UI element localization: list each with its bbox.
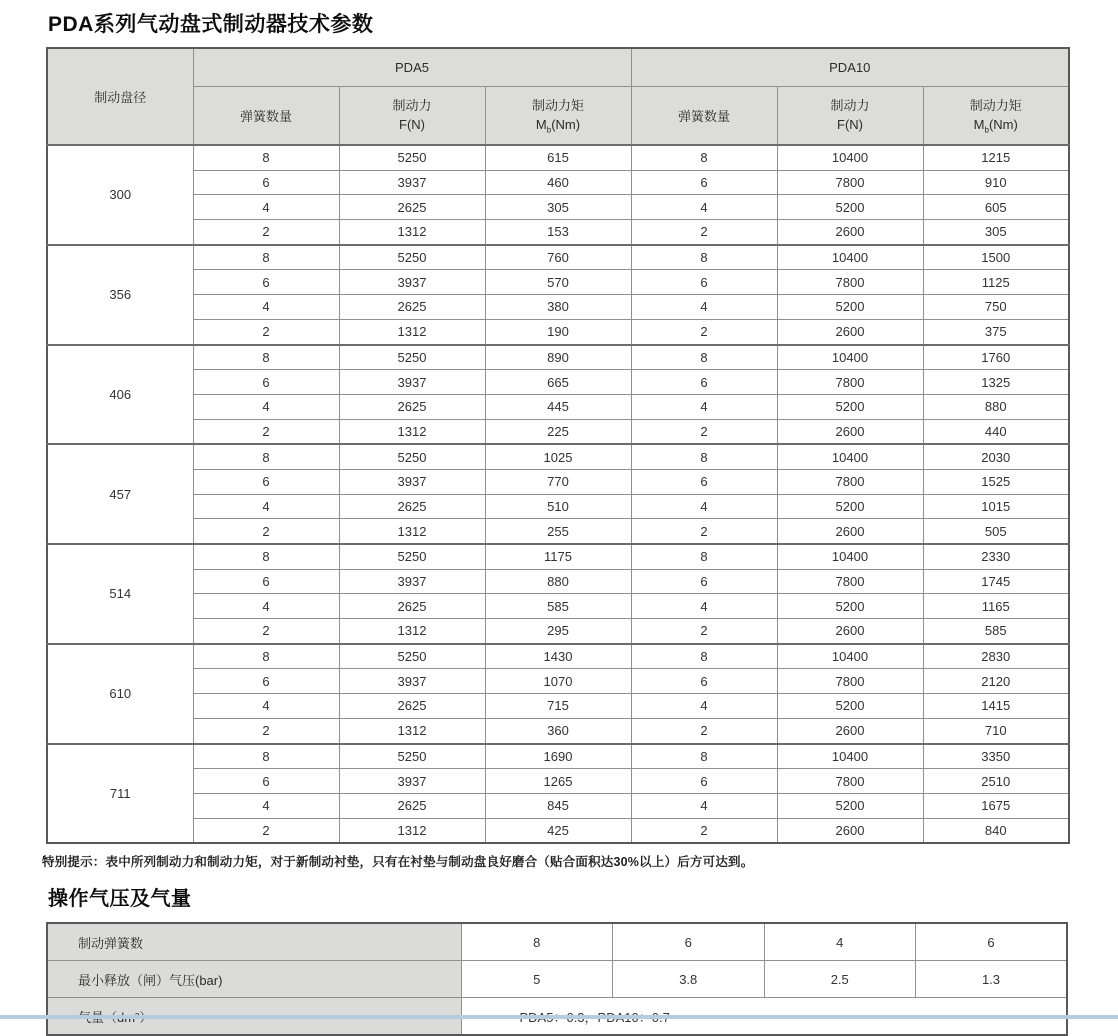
spec-row xyxy=(47,644,1069,669)
spec-row xyxy=(47,319,1069,344)
spec-header-row-1 xyxy=(47,48,1069,87)
spec-value-cell: 1312 xyxy=(339,519,485,544)
spec-value-cell: 1430 xyxy=(485,644,631,669)
spec-value-cell: 1312 xyxy=(339,220,485,245)
spec-value-cell: 1760 xyxy=(923,345,1069,370)
spec-value-cell: 2 xyxy=(193,519,339,544)
spec-row xyxy=(47,444,1069,469)
spec-value-cell: 1015 xyxy=(923,494,1069,519)
spec-row xyxy=(47,744,1069,769)
spec-row xyxy=(47,519,1069,544)
spec-value-cell: 6 xyxy=(193,170,339,195)
spec-value-cell: 4 xyxy=(631,694,777,719)
spec-value-cell: 7800 xyxy=(777,769,923,794)
header-force-pda5 xyxy=(339,87,485,146)
spec-value-cell: 2830 xyxy=(923,644,1069,669)
disc-diameter-cell: 610 xyxy=(47,644,193,744)
spec-value-cell: 6 xyxy=(193,370,339,395)
spec-value-cell: 6 xyxy=(631,669,777,694)
spec-value-cell: 3937 xyxy=(339,669,485,694)
spec-value-cell: 750 xyxy=(923,295,1069,320)
spec-value-cell: 5250 xyxy=(339,544,485,569)
spec-value-cell: 2 xyxy=(631,818,777,843)
spec-value-cell: 4 xyxy=(193,494,339,519)
spec-value-cell: 910 xyxy=(923,170,1069,195)
spec-value-cell: 4 xyxy=(631,195,777,220)
spec-value-cell: 6 xyxy=(193,769,339,794)
spec-header-row-2 xyxy=(47,87,1069,146)
spec-value-cell: 5200 xyxy=(777,394,923,419)
header-springs-pda10: 弹簧数量 xyxy=(631,87,777,146)
spec-row xyxy=(47,769,1069,794)
spec-value-cell: 4 xyxy=(631,494,777,519)
spec-value-cell: 305 xyxy=(485,195,631,220)
spec-value-cell: 7800 xyxy=(777,170,923,195)
spec-row xyxy=(47,669,1069,694)
pressure-value-cell: 6 xyxy=(916,923,1068,961)
disc-diameter-cell: 406 xyxy=(47,345,193,445)
spec-value-cell: 845 xyxy=(485,793,631,818)
pressure-value-cell: 3.8 xyxy=(613,961,765,998)
spec-table-body xyxy=(47,145,1069,843)
spec-value-cell: 8 xyxy=(193,544,339,569)
header-torque-pda5 xyxy=(485,87,631,146)
spec-value-cell: 1312 xyxy=(339,419,485,444)
spec-value-cell: 2600 xyxy=(777,619,923,644)
spec-value-cell: 8 xyxy=(631,345,777,370)
spec-row xyxy=(47,145,1069,170)
spec-value-cell: 3937 xyxy=(339,370,485,395)
spec-row xyxy=(47,619,1069,644)
spec-value-cell: 6 xyxy=(631,270,777,295)
spec-value-cell: 2 xyxy=(193,419,339,444)
spec-value-cell: 1265 xyxy=(485,769,631,794)
pressure-row-label: 最小释放（闸）气压(bar) xyxy=(47,961,461,998)
spec-value-cell: 3937 xyxy=(339,769,485,794)
spec-value-cell: 10400 xyxy=(777,644,923,669)
spec-value-cell: 615 xyxy=(485,145,631,170)
spec-value-cell: 2 xyxy=(193,220,339,245)
spec-value-cell: 8 xyxy=(631,644,777,669)
spec-value-cell: 6 xyxy=(193,569,339,594)
spec-value-cell: 890 xyxy=(485,345,631,370)
spec-value-cell: 380 xyxy=(485,295,631,320)
spec-row xyxy=(47,220,1069,245)
spec-value-cell: 3937 xyxy=(339,569,485,594)
spec-value-cell: 8 xyxy=(193,145,339,170)
spec-value-cell: 8 xyxy=(631,544,777,569)
bottom-accent-line xyxy=(0,1015,1118,1019)
spec-value-cell: 5250 xyxy=(339,145,485,170)
spec-value-cell: 1312 xyxy=(339,319,485,344)
spec-value-cell: 2330 xyxy=(923,544,1069,569)
spec-value-cell: 375 xyxy=(923,319,1069,344)
header-torque-line2: $M_b(Nm)$ xyxy=(535,116,581,135)
spec-value-cell: 880 xyxy=(923,394,1069,419)
spec-value-cell: 4 xyxy=(193,594,339,619)
spec-value-cell: 153 xyxy=(485,220,631,245)
spec-row xyxy=(47,394,1069,419)
spec-value-cell: 2030 xyxy=(923,444,1069,469)
spec-value-cell: 1312 xyxy=(339,718,485,743)
spec-value-cell: 3937 xyxy=(339,170,485,195)
spec-value-cell: 5250 xyxy=(339,245,485,270)
pressure-row-label: 制动弹簧数 xyxy=(47,923,461,961)
spec-value-cell: 1415 xyxy=(923,694,1069,719)
spec-value-cell: 1675 xyxy=(923,793,1069,818)
spec-value-cell: 1525 xyxy=(923,469,1069,494)
spec-value-cell: 5250 xyxy=(339,644,485,669)
spec-value-cell: 710 xyxy=(923,718,1069,743)
header-torque-line1: 制动力矩 xyxy=(969,97,1022,113)
spec-value-cell: 4 xyxy=(193,394,339,419)
spec-value-cell: 425 xyxy=(485,818,631,843)
spec-row xyxy=(47,370,1069,395)
header-springs-pda5: 弹簧数量 xyxy=(193,87,339,146)
spec-value-cell: 5200 xyxy=(777,594,923,619)
spec-row xyxy=(47,569,1069,594)
spec-value-cell: 2 xyxy=(193,619,339,644)
spec-value-cell: 2625 xyxy=(339,694,485,719)
spec-value-cell: 7800 xyxy=(777,469,923,494)
spec-value-cell: 585 xyxy=(485,594,631,619)
spec-value-cell: 8 xyxy=(193,345,339,370)
spec-value-cell: 605 xyxy=(923,195,1069,220)
spec-value-cell: 1325 xyxy=(923,370,1069,395)
spec-value-cell: 8 xyxy=(631,145,777,170)
spec-value-cell: 1125 xyxy=(923,270,1069,295)
header-force-line1: 制动力 xyxy=(392,97,432,113)
spec-value-cell: 2510 xyxy=(923,769,1069,794)
spec-row xyxy=(47,469,1069,494)
pressure-value-cell: 8 xyxy=(461,923,613,961)
spec-value-cell: 5200 xyxy=(777,195,923,220)
spec-value-cell: 4 xyxy=(193,694,339,719)
spec-value-cell: 7800 xyxy=(777,270,923,295)
spec-value-cell: 460 xyxy=(485,170,631,195)
header-force-line1: 制动力 xyxy=(830,97,870,113)
spec-value-cell: 8 xyxy=(193,444,339,469)
spec-value-cell: 5200 xyxy=(777,694,923,719)
spec-row xyxy=(47,793,1069,818)
spec-value-cell: 1745 xyxy=(923,569,1069,594)
spec-value-cell: 440 xyxy=(923,419,1069,444)
spec-value-cell: 6 xyxy=(631,469,777,494)
spec-value-cell: 10400 xyxy=(777,245,923,270)
spec-value-cell: 10400 xyxy=(777,544,923,569)
spec-row xyxy=(47,170,1069,195)
spec-value-cell: 2600 xyxy=(777,519,923,544)
spec-row xyxy=(47,694,1069,719)
spec-row xyxy=(47,419,1069,444)
spec-value-cell: 4 xyxy=(193,295,339,320)
spec-row xyxy=(47,494,1069,519)
spec-value-cell: 1165 xyxy=(923,594,1069,619)
spec-value-cell: 4 xyxy=(193,195,339,220)
spec-value-cell: 2600 xyxy=(777,319,923,344)
spec-value-cell: 360 xyxy=(485,718,631,743)
spec-value-cell: 190 xyxy=(485,319,631,344)
spec-value-cell: 2 xyxy=(631,319,777,344)
pressure-value-cell: 6 xyxy=(613,923,765,961)
spec-value-cell: 2 xyxy=(631,419,777,444)
spec-value-cell: 2600 xyxy=(777,419,923,444)
spec-value-cell: 4 xyxy=(193,793,339,818)
spec-value-cell: 8 xyxy=(193,245,339,270)
spec-value-cell: 510 xyxy=(485,494,631,519)
spec-value-cell: 10400 xyxy=(777,145,923,170)
spec-value-cell: 3350 xyxy=(923,744,1069,769)
spec-row xyxy=(47,594,1069,619)
pressure-value-cell: 1.3 xyxy=(916,961,1068,998)
spec-row xyxy=(47,818,1069,843)
spec-value-cell: 6 xyxy=(631,370,777,395)
spec-value-cell: 2600 xyxy=(777,818,923,843)
spec-value-cell: 715 xyxy=(485,694,631,719)
spec-value-cell: 2625 xyxy=(339,394,485,419)
spec-table xyxy=(46,47,1070,844)
spec-value-cell: 6 xyxy=(193,469,339,494)
header-torque-line2: $M_b(Nm)$ xyxy=(973,116,1018,135)
header-force-pda10 xyxy=(777,87,923,146)
disc-diameter-cell: 711 xyxy=(47,744,193,844)
spec-value-cell: 1175 xyxy=(485,544,631,569)
spec-value-cell: 1312 xyxy=(339,818,485,843)
spec-row xyxy=(47,245,1069,270)
spec-value-cell: 840 xyxy=(923,818,1069,843)
header-torque-pda10 xyxy=(923,87,1069,146)
spec-value-cell: 5250 xyxy=(339,744,485,769)
spec-value-cell: 445 xyxy=(485,394,631,419)
spec-value-cell: 3937 xyxy=(339,270,485,295)
spec-row xyxy=(47,345,1069,370)
header-disc-diameter: 制动盘径 xyxy=(47,48,193,145)
pressure-value-cell: 4 xyxy=(764,923,916,961)
header-torque-line1: 制动力矩 xyxy=(531,97,584,113)
spec-value-cell: 225 xyxy=(485,419,631,444)
spec-value-cell: 4 xyxy=(631,394,777,419)
spec-value-cell: 2625 xyxy=(339,494,485,519)
section1-title: PDA系列气动盘式制动器技术参数 xyxy=(48,13,374,36)
spec-value-cell: 10400 xyxy=(777,744,923,769)
pressure-value-cell: 5 xyxy=(461,961,613,998)
spec-value-cell: 2600 xyxy=(777,718,923,743)
spec-value-cell: 1070 xyxy=(485,669,631,694)
spec-value-cell: 2 xyxy=(631,718,777,743)
spec-value-cell: 8 xyxy=(631,245,777,270)
spec-value-cell: 770 xyxy=(485,469,631,494)
spec-value-cell: 7800 xyxy=(777,569,923,594)
spec-row xyxy=(47,544,1069,569)
spec-row xyxy=(47,718,1069,743)
spec-value-cell: 5200 xyxy=(777,793,923,818)
header-force-line2: F(N) xyxy=(399,116,425,132)
spec-value-cell: 4 xyxy=(631,295,777,320)
spec-value-cell: 1500 xyxy=(923,245,1069,270)
spec-value-cell: 8 xyxy=(193,644,339,669)
spec-value-cell: 7800 xyxy=(777,669,923,694)
spec-value-cell: 4 xyxy=(631,594,777,619)
spec-value-cell: 2625 xyxy=(339,195,485,220)
spec-value-cell: 2625 xyxy=(339,793,485,818)
spec-value-cell: 2120 xyxy=(923,669,1069,694)
header-force-line2: F(N) xyxy=(837,116,863,132)
spec-value-cell: 10400 xyxy=(777,444,923,469)
spec-value-cell: 3937 xyxy=(339,469,485,494)
spec-value-cell: 6 xyxy=(193,270,339,295)
spec-value-cell: 665 xyxy=(485,370,631,395)
spec-value-cell: 2 xyxy=(193,319,339,344)
pressure-row xyxy=(47,961,1067,998)
pressure-value-cell: 2.5 xyxy=(764,961,916,998)
spec-value-cell: 2 xyxy=(193,718,339,743)
disc-diameter-cell: 300 xyxy=(47,145,193,245)
spec-value-cell: 5200 xyxy=(777,295,923,320)
spec-value-cell: 8 xyxy=(193,744,339,769)
spec-value-cell: 1215 xyxy=(923,145,1069,170)
spec-value-cell: 2600 xyxy=(777,220,923,245)
spec-row xyxy=(47,270,1069,295)
spec-value-cell: 760 xyxy=(485,245,631,270)
section2-title: 操作气压及气量 xyxy=(48,888,192,911)
spec-value-cell: 1312 xyxy=(339,619,485,644)
spec-value-cell: 505 xyxy=(923,519,1069,544)
spec-value-cell: 570 xyxy=(485,270,631,295)
spec-value-cell: 8 xyxy=(631,444,777,469)
spec-value-cell: 2 xyxy=(193,818,339,843)
spec-value-cell: 1690 xyxy=(485,744,631,769)
spec-value-cell: 6 xyxy=(631,569,777,594)
spec-value-cell: 255 xyxy=(485,519,631,544)
spec-value-cell: 2 xyxy=(631,619,777,644)
spec-row xyxy=(47,295,1069,320)
spec-value-cell: 2 xyxy=(631,220,777,245)
disc-diameter-cell: 457 xyxy=(47,444,193,544)
spec-value-cell: 1025 xyxy=(485,444,631,469)
special-note: 特别提示：表中所列制动力和制动力矩，对于新制动衬垫，只有在衬垫与制动盘良好磨合（贴合面积达30%以上）后方可达到。 xyxy=(42,855,754,870)
header-pda10: PDA10 xyxy=(631,48,1069,87)
spec-value-cell: 2 xyxy=(631,519,777,544)
spec-value-cell: 880 xyxy=(485,569,631,594)
spec-value-cell: 6 xyxy=(631,170,777,195)
disc-diameter-cell: 356 xyxy=(47,245,193,345)
spec-value-cell: 5200 xyxy=(777,494,923,519)
spec-value-cell: 2625 xyxy=(339,594,485,619)
disc-diameter-cell: 514 xyxy=(47,544,193,644)
spec-value-cell: 4 xyxy=(631,793,777,818)
spec-row xyxy=(47,195,1069,220)
spec-value-cell: 295 xyxy=(485,619,631,644)
spec-value-cell: 7800 xyxy=(777,370,923,395)
header-pda5: PDA5 xyxy=(193,48,631,87)
spec-value-cell: 5250 xyxy=(339,444,485,469)
pressure-row xyxy=(47,923,1067,961)
spec-value-cell: 305 xyxy=(923,220,1069,245)
spec-value-cell: 6 xyxy=(631,769,777,794)
spec-value-cell: 585 xyxy=(923,619,1069,644)
spec-value-cell: 5250 xyxy=(339,345,485,370)
spec-value-cell: 6 xyxy=(193,669,339,694)
spec-value-cell: 10400 xyxy=(777,345,923,370)
spec-value-cell: 8 xyxy=(631,744,777,769)
spec-value-cell: 2625 xyxy=(339,295,485,320)
